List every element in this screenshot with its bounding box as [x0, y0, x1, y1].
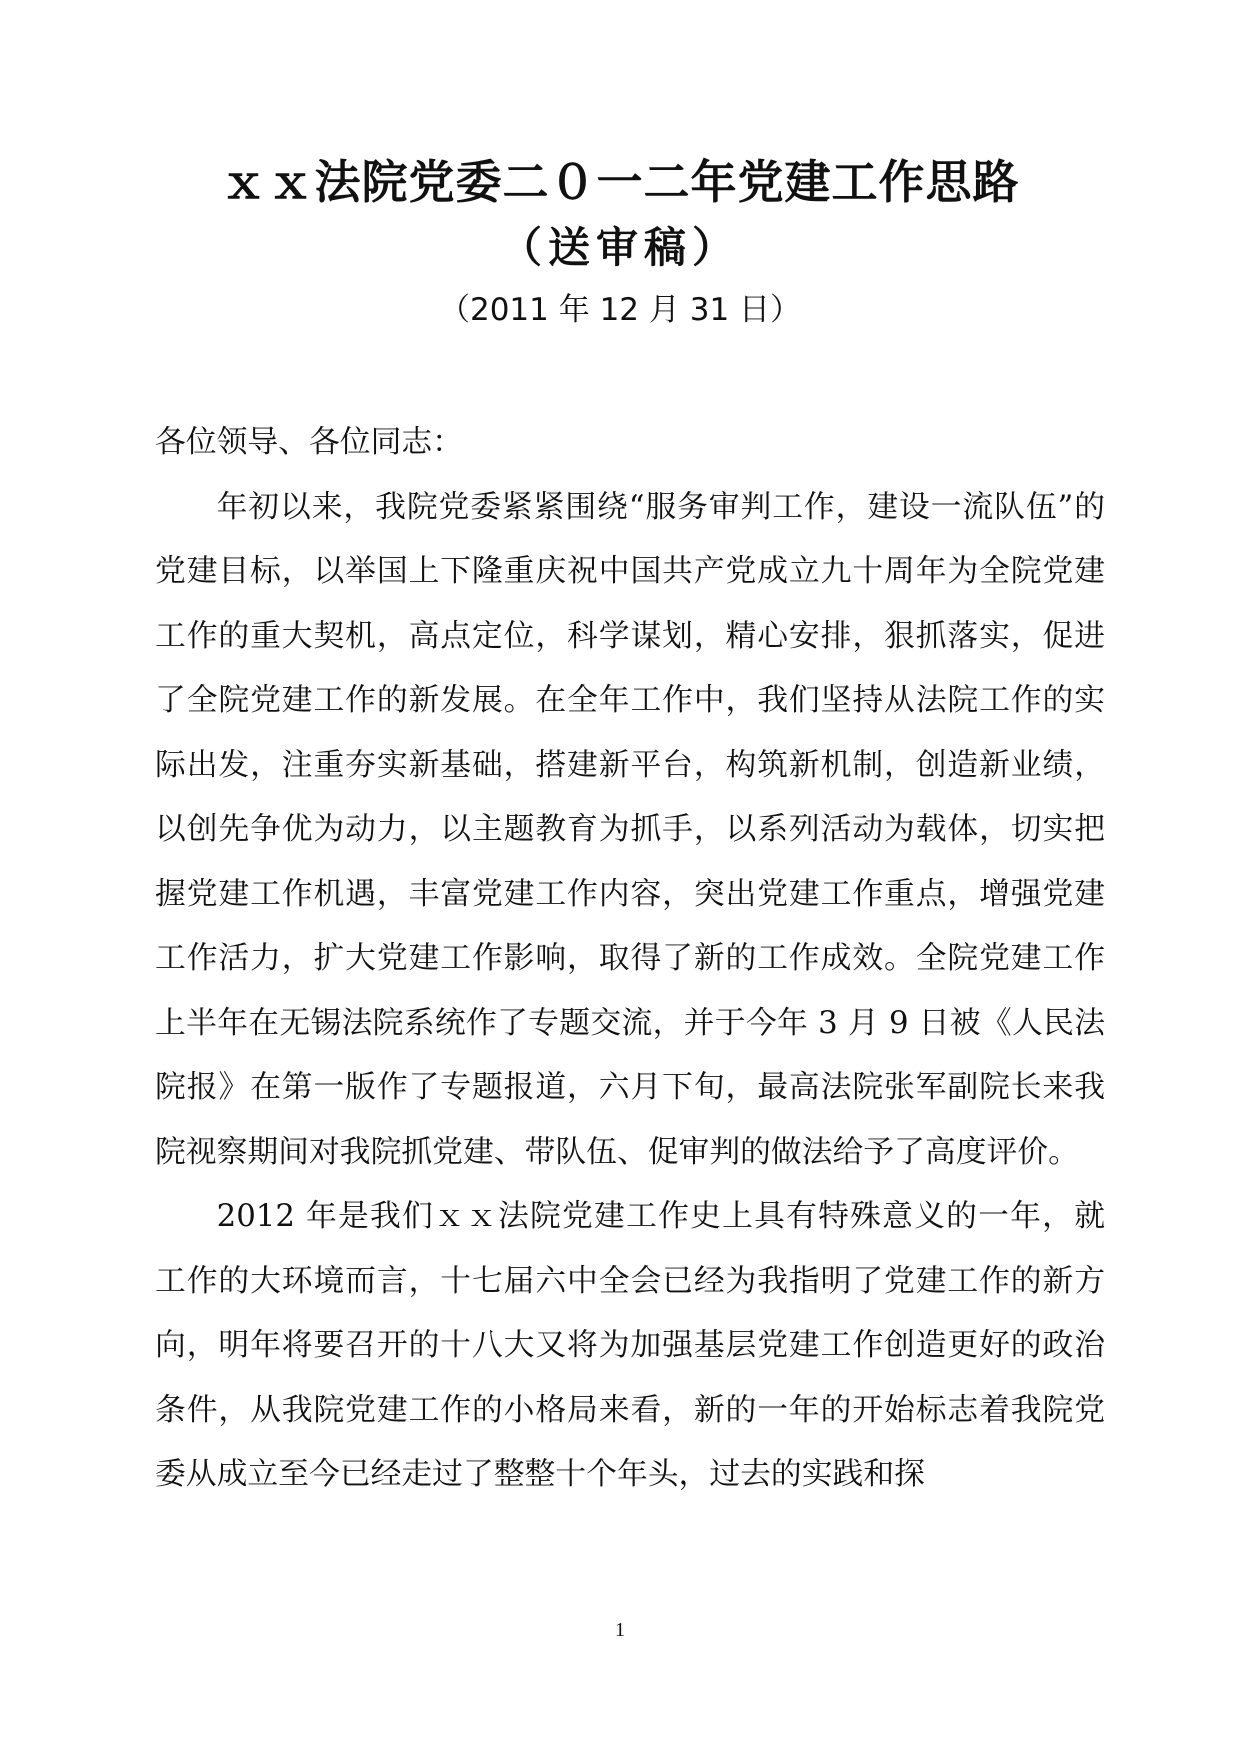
page-number: 1: [615, 1619, 625, 1641]
document-subtitle: （送审稿）: [499, 223, 740, 272]
document-date: （2011 年 12 月 31 日）: [438, 292, 802, 328]
paragraph-1: 年初以来，我院党委紧紧围绕“服务审判工作，建设一流队伍”的党建目标，以举国上下隆重庆祝中国共产党成立九十周年为全院党建工作的重大契机，高点定位，科学谋划，精心安排，狠抓落实，促进了全院党建工作的新发展。在全年工作中，我们坚持从法院工作的实际出发，注重夯实新基础，搭建新平台，构筑新机制，创造新业绩，以创先争优为动力，以主题教育为抓手，以系列活动为载体，切实把握党建工作机遇，丰富党建工作内容，突出党建工作重点，增强党建工作活力，扩大党建工作影响，取得了新的工作成效。全院党建工作上半年在无锡法院系统作了专题交流，并于今年 3 月 9 日被《人民法院报》在第一版作了专题报道，六月下旬，最高法院张军副院长来我院视察期间对我院抓党建、带队伍、促审判的做法给予了高度评价。: [155, 488, 1105, 1170]
document-body: [155, 410, 1105, 1507]
salutation: 各位领导、各位同志：: [155, 424, 463, 460]
document-title: ｘｘ法院党委二０一二年党建工作思路: [220, 155, 1020, 209]
paragraph-2: 2012 年是我们ｘｘ法院党建工作史上具有特殊意义的一年，就工作的大环境而言，十七届六中全会已经为我指明了党建工作的新方向，明年将要召开的十八大又将为加强基层党建工作创造更好的政治条件，从我院党建工作的小格局来看，新的一年的开始标志着我院党委从成立至今已经走过了整整十个年头，过去的实践和探: [155, 1198, 1105, 1492]
